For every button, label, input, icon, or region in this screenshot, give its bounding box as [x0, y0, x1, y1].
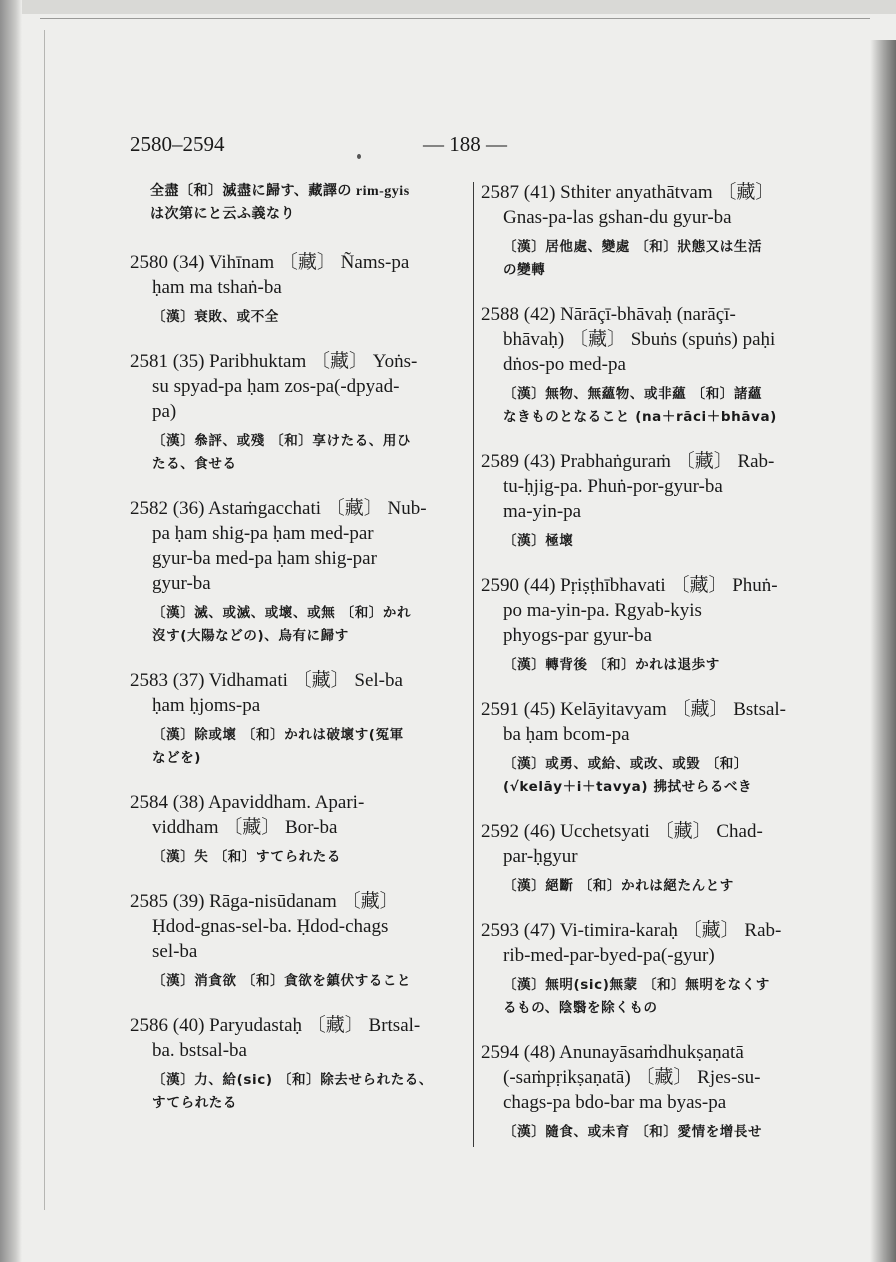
entry-2580 — [130, 250, 468, 329]
entry-gloss — [481, 753, 826, 799]
entry-head: 2581 (35) Paribhuktam 〔藏〕 Yoṅs- — [130, 351, 418, 372]
gloss-line: 〔漢〕無明(sic)無蒙 〔和〕無明をなくす — [503, 977, 770, 993]
entry-2593 — [481, 918, 826, 1020]
entry-cont: par-ḥgyur — [503, 846, 578, 867]
entry-2589 — [481, 449, 826, 553]
gloss-line: (√kelāy＋i＋tavya) 拂拭せらるべき — [503, 779, 753, 795]
entry-2585 — [130, 889, 468, 993]
entry-cont: pa) — [152, 401, 177, 422]
scan-left-edge — [0, 0, 22, 1262]
entry-2590 — [481, 573, 826, 677]
entry-gloss: 〔漢〕衰敗、或不全 — [152, 309, 279, 325]
entry-head: 2583 (37) Vidhamati 〔藏〕 Sel-ba — [130, 670, 403, 691]
entry-cont: Ḥdod-gnas-sel-ba. Ḥdod-chags — [152, 916, 389, 937]
entry-cont: dṅos-po med-pa — [503, 354, 626, 375]
gloss-line: 〔漢〕居他處、變處 〔和〕狀態又は生活 — [503, 239, 763, 255]
entry-2591 — [481, 697, 826, 799]
entry-head: 2591 (45) Kelāyitavyam 〔藏〕 Bstsal- — [481, 699, 787, 720]
entry-gloss: 〔漢〕極壞 — [503, 533, 574, 549]
right-column — [481, 180, 826, 1164]
preface-line: は次第にと云ふ義なり — [150, 207, 295, 222]
scan-top-rule — [40, 18, 870, 19]
gloss-line: たる、食せる — [152, 456, 237, 472]
entry-gloss — [481, 236, 826, 282]
entry-cont: rib-med-par-byed-pa(-gyur) — [503, 945, 715, 966]
entry-cont: bhāvaḥ) 〔藏〕 Sbuṅs (spuṅs) paḥi — [503, 329, 776, 350]
gloss-line: 沒す(大陽などの)、烏有に歸す — [152, 628, 349, 644]
gloss-line: なきものとなること (na＋rāci＋bhāva) — [503, 409, 777, 425]
entry-2592 — [481, 819, 826, 898]
gloss-line: るもの、陰翳を除くもの — [503, 1000, 658, 1016]
entry-head: 2589 (43) Prabhaṅguraṁ 〔藏〕 Rab- — [481, 451, 775, 472]
gloss-line: 〔漢〕叅評、或殘 〔和〕享けたる、用ひ — [152, 433, 412, 449]
entry-gloss — [130, 430, 468, 476]
entry-cont: ḥam ḥjoms-pa — [152, 695, 261, 716]
entry-cont: su spyad-pa ḥam zos-pa(-dpyad- — [152, 376, 400, 397]
entry-head: 2594 (48) Anunayāsaṁdhukṣaṇatā — [481, 1042, 744, 1063]
gloss-line: 〔漢〕滅、或滅、或壞、或無 〔和〕かれ — [152, 605, 412, 621]
entry-cont: ba ḥam bcom-pa — [503, 724, 630, 745]
entry-head: 2582 (36) Astaṁgacchati 〔藏〕 Nub- — [130, 498, 427, 519]
entry-cont: phyogs-par gyur-ba — [503, 625, 652, 646]
gloss-line: の變轉 — [503, 262, 546, 278]
column-divider — [473, 182, 474, 1147]
entry-cont: (-saṁpṛikṣaṇatā) 〔藏〕 Rjes-su- — [503, 1067, 761, 1088]
ink-dot — [357, 154, 361, 159]
entry-cont: sel-ba — [152, 941, 198, 962]
entry-cont: ḥam ma tshaṅ-ba — [152, 277, 282, 298]
entry-cont: chags-pa bdo-bar ma byas-pa — [503, 1092, 727, 1113]
gloss-line: 〔漢〕或勇、或給、或改、或毀 〔和〕 — [503, 756, 748, 772]
entry-head: 2590 (44) Pṛiṣṭhībhavati 〔藏〕 Phuṅ- — [481, 575, 778, 596]
page-header — [130, 132, 830, 162]
entry-gloss — [130, 724, 468, 770]
entry-head: 2584 (38) Apaviddham. Apari- — [130, 792, 365, 813]
entry-gloss — [130, 602, 468, 648]
entry-2588 — [481, 302, 826, 429]
entry-gloss: 〔漢〕絕斷 〔和〕かれは絕たんとす — [503, 878, 734, 894]
preface-gloss — [150, 180, 468, 226]
entry-2594 — [481, 1040, 826, 1144]
entry-cont: Gnas-pa-las gshan-du gyur-ba — [503, 207, 732, 228]
entry-gloss: 〔漢〕隨食、或未育 〔和〕愛情を增長せ — [503, 1124, 763, 1140]
entry-cont: pa ḥam shig-pa ḥam med-par — [152, 523, 374, 544]
entry-2583 — [130, 668, 468, 770]
entry-head: 2593 (47) Vi-timira-karaḥ 〔藏〕 Rab- — [481, 920, 782, 941]
gloss-line: 〔漢〕力、給(sic) 〔和〕除去せられたる、 — [152, 1072, 434, 1088]
page-number: — 188 — — [423, 132, 507, 156]
entry-gloss: 〔漢〕轉背後 〔和〕かれは退歩す — [503, 657, 720, 673]
entry-2584 — [130, 790, 468, 869]
gloss-line: 〔漢〕無物、無蘊物、或非蘊 〔和〕諸蘊 — [503, 386, 763, 402]
entry-2587 — [481, 180, 826, 282]
entry-gloss — [481, 974, 826, 1020]
entry-cont: po ma-yin-pa. Rgyab-kyis — [503, 600, 702, 621]
entry-head: 2592 (46) Ucchetsyati 〔藏〕 Chad- — [481, 821, 763, 842]
gloss-line: すてられたる — [152, 1095, 238, 1111]
entry-2586 — [130, 1013, 468, 1115]
entry-cont: gyur-ba — [152, 573, 211, 594]
scan-top-band — [0, 0, 896, 14]
entry-cont: gyur-ba med-pa ḥam shig-par — [152, 548, 377, 569]
gloss-line: などを) — [152, 750, 202, 766]
gloss-line: 〔漢〕除或壞 〔和〕かれは破壞す(冤軍 — [152, 727, 404, 743]
scan-margin-line — [44, 30, 45, 1210]
scan-right-edge — [870, 40, 896, 1262]
entry-head: 2586 (40) Paryudastaḥ 〔藏〕 Brtsal- — [130, 1015, 421, 1036]
entry-gloss — [130, 1069, 468, 1115]
entry-2582 — [130, 496, 468, 648]
entry-cont: ma-yin-pa — [503, 501, 582, 522]
entry-2581 — [130, 349, 468, 476]
entry-gloss: 〔漢〕消貪欲 〔和〕貪欲を鎮伏すること — [152, 973, 412, 989]
entry-head: 2588 (42) Nārāçī-bhāvaḥ (narāçī- — [481, 304, 736, 325]
preface-line: 全盡〔和〕滅盡に歸す、藏譯の rim-gyis — [150, 184, 410, 199]
entry-range: 2580–2594 — [130, 132, 225, 156]
entry-cont: tu-ḥjig-pa. Phuṅ-por-gyur-ba — [503, 476, 723, 497]
entry-head: 2585 (39) Rāga-nisūdanam 〔藏〕 — [130, 891, 399, 912]
entry-gloss — [481, 383, 826, 429]
entry-cont: ba. bstsal-ba — [152, 1040, 247, 1061]
entry-head: 2587 (41) Sthiter anyathātvam 〔藏〕 — [481, 182, 775, 203]
left-column — [130, 180, 468, 1135]
entry-cont: viddham 〔藏〕 Bor-ba — [152, 817, 338, 838]
entry-head: 2580 (34) Vihīnam 〔藏〕 Ñams-pa — [130, 252, 410, 273]
entry-gloss: 〔漢〕失 〔和〕すてられたる — [152, 849, 342, 865]
